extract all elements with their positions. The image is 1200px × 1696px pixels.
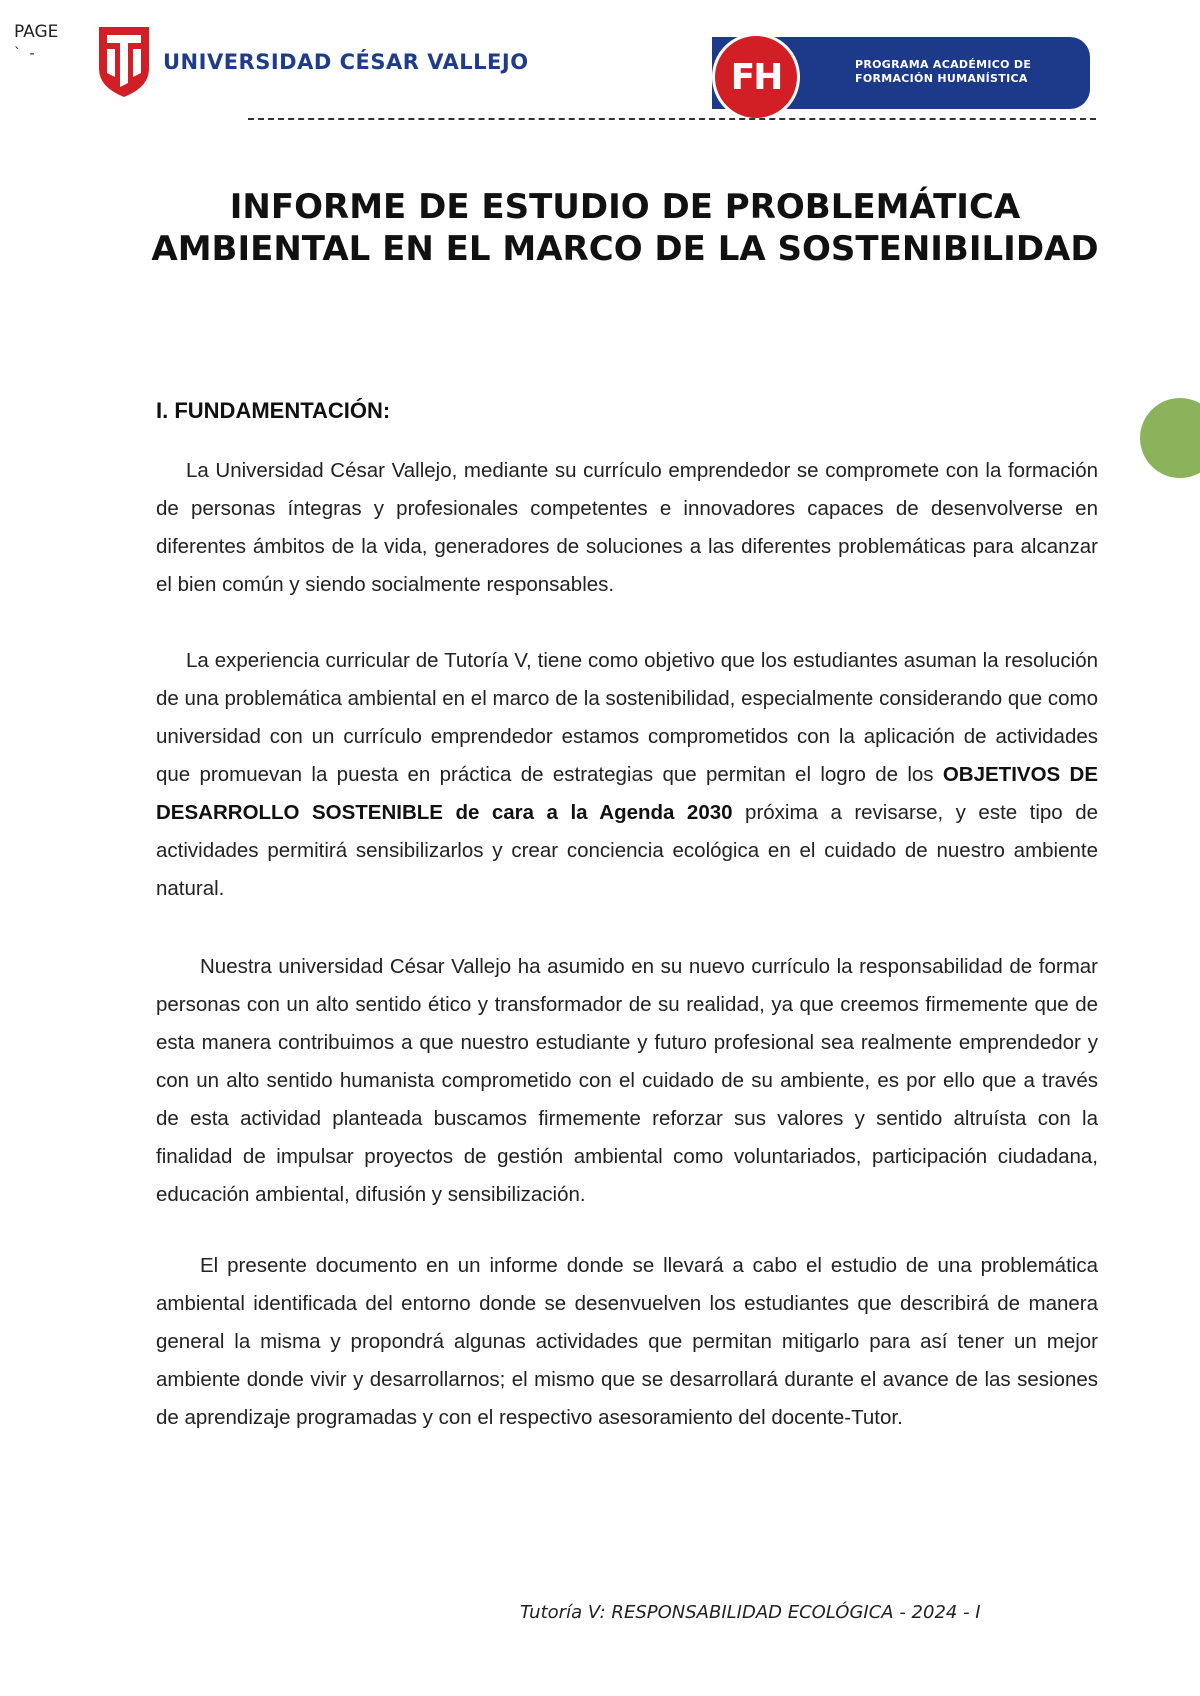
paragraph-2-bold: OBJETIVOS DE DESARROLLO SOSTENIBLE de cara a la Agenda 2030 [156, 763, 1098, 824]
page-field-code: ` - [14, 46, 37, 62]
program-name-line2: FORMACIÓN HUMANÍSTICA [855, 72, 1028, 85]
university-name: UNIVERSIDAD CÉSAR VALLEJO [163, 50, 529, 74]
paragraph-2-start: La experiencia curricular de Tutoría V, tiene como objetivo que los estudiantes asuman la resolución de una problemática ambiental en el marco de la sostenibilidad, especialmente considerando que como universidad con un currículo emprendedor estamos comprometidos con la aplicación de actividades que promuevan la puesta en práctica de estrategias que permitan el logro de los [156, 649, 1098, 786]
program-name-line1: PROGRAMA ACADÉMICO DE [855, 58, 1032, 71]
paragraph-1: La Universidad César Vallejo, mediante su currículo emprendedor se compromete con la formación de personas íntegras y profesionales competentes e innovadores capaces de desenvolverse en diferentes ámbitos de la vida, generadores de soluciones a las diferentes problemáticas para alcanzar el bien común y siendo socialmente responsables. [156, 459, 1098, 596]
document-title: INFORME DE ESTUDIO DE PROBLEMÁTICA AMBIENTAL EN EL MARCO DE LA SOSTENIBILIDAD [151, 187, 1099, 269]
header-divider [248, 118, 1096, 120]
paragraph-2 [156, 642, 1098, 908]
page-field-label: PAGE [14, 22, 59, 42]
paragraph-3: Nuestra universidad César Vallejo ha asumido en su nuevo currículo la responsabilidad de formar personas con un alto sentido ético y transformador de su realidad, ya que creemos firmemente que de esta manera contribuimos a que nuestro estudiante y futuro profesional sea realmente emprendedor y con un alto sentido humanista comprometido con el cuidado de su ambiente, es por ello que a través de esta actividad planteada buscamos firmemente reforzar sus valores y sentido altruísta con la finalidad de impulsar proyectos de gestión ambiental como voluntariados, participación ciudadana, educación ambiental, difusión y sensibilización. [156, 955, 1098, 1206]
fh-logo-letters: FH [730, 56, 782, 98]
green-circle-marker [1140, 398, 1200, 478]
paragraph-2-end: próxima a revisarse, y este tipo de actividades permitirá sensibilizarlos y crear conciencia ecológica en el cuidado de nuestro ambiente natural. [156, 801, 1098, 900]
university-logo [97, 24, 529, 100]
page-footer: Tutoría V: RESPONSABILIDAD ECOLÓGICA - 2024 - I [520, 1602, 981, 1623]
section-heading: I. FUNDAMENTACIÓN: [156, 398, 391, 423]
fh-logo-icon [712, 33, 800, 121]
ucv-shield-icon [97, 25, 151, 99]
program-name [855, 58, 1065, 86]
paragraph-4: El presente documento en un informe donde se llevará a cabo el estudio de una problemática ambiental identificada del entorno donde se desenvuelven los estudiantes que describirá de manera general la misma y propondrá algunas actividades que permitan mitigarlo para así tener un mejor ambiente donde vivir y desarrollarnos; el mismo que se desarrollará durante el avance de las sesiones de aprendizaje programadas y con el respectivo asesoramiento del docente-Tutor. [156, 1254, 1098, 1429]
